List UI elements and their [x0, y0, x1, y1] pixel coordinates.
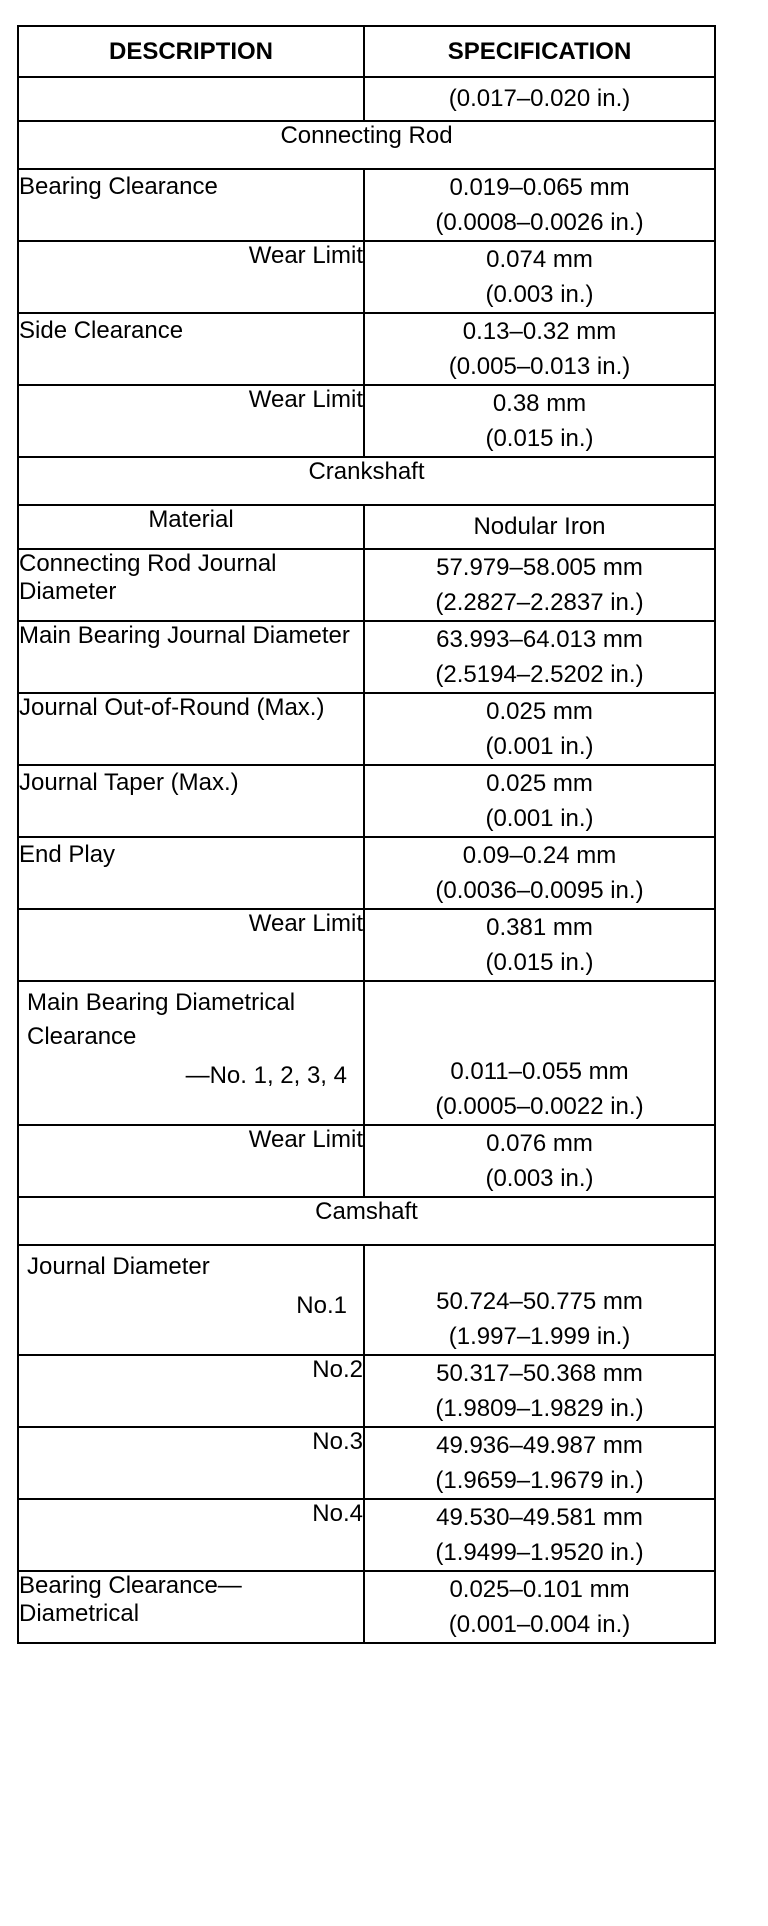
description-cell: No.4	[18, 1499, 364, 1571]
specification-value: 49.530–49.581 mm	[436, 1504, 643, 1531]
table-row	[18, 1499, 715, 1571]
specification-value: 0.09–0.24 mm	[462, 842, 617, 869]
specification-value: (0.003 in.)	[485, 281, 594, 308]
description-cell: Material	[18, 505, 364, 549]
specification-cell	[364, 693, 715, 765]
specification-cell	[364, 909, 715, 981]
specification-value: (0.015 in.)	[485, 949, 594, 976]
table-row	[18, 909, 715, 981]
specification-value: 57.979–58.005 mm	[436, 554, 643, 581]
table-row	[18, 1355, 715, 1427]
specification-value: 0.019–0.065 mm	[449, 174, 630, 201]
specification-value: (0.017–0.020 in.)	[448, 85, 631, 112]
specification-value: 0.074 mm	[486, 246, 593, 273]
specification-value: 63.993–64.013 mm	[436, 626, 643, 653]
description-cell: Wear Limit	[18, 241, 364, 313]
spacer	[365, 1246, 714, 1284]
description-cell: Journal Out-of-Round (Max.)	[18, 693, 364, 765]
table-row	[18, 621, 715, 693]
description-column-header: DESCRIPTION	[18, 26, 364, 77]
description-lines	[19, 1246, 363, 1284]
specification-value: (0.0008–0.0026 in.)	[435, 209, 644, 236]
description-cell	[18, 981, 364, 1125]
description-text: Main Bearing Diametrical	[27, 989, 296, 1016]
description-text: Journal Diameter	[27, 1253, 210, 1280]
specification-value: 0.025–0.101 mm	[449, 1576, 630, 1603]
table-row	[18, 385, 715, 457]
specification-value: (0.001–0.004 in.)	[448, 1611, 631, 1638]
description-cell: No.2	[18, 1355, 364, 1427]
specification-cell	[364, 1499, 715, 1571]
table-row	[18, 693, 715, 765]
specification-value: 50.724–50.775 mm	[436, 1288, 643, 1315]
table-row	[18, 1245, 715, 1355]
description-cell	[18, 77, 364, 121]
table-row	[18, 981, 715, 1125]
description-cell: Journal Taper (Max.)	[18, 765, 364, 837]
specification-cell	[364, 765, 715, 837]
specification-value: (2.5194–2.5202 in.)	[435, 661, 644, 688]
specification-value: (2.2827–2.2837 in.)	[435, 589, 644, 616]
header-row	[18, 26, 715, 77]
specification-cell	[364, 505, 715, 549]
table-row	[18, 77, 715, 121]
section-row	[18, 1197, 715, 1245]
table-row	[18, 1125, 715, 1197]
section-row	[18, 457, 715, 505]
table-row	[18, 505, 715, 549]
description-cell: No.3	[18, 1427, 364, 1499]
specification-value: (0.0005–0.0022 in.)	[435, 1093, 644, 1120]
specification-value: 0.025 mm	[486, 698, 593, 725]
section-heading: Connecting Rod	[18, 121, 715, 169]
specification-value: (1.9809–1.9829 in.)	[435, 1395, 644, 1422]
specification-cell	[364, 981, 715, 1125]
spacer	[365, 982, 714, 1054]
specification-value: 0.011–0.055 mm	[450, 1058, 629, 1085]
description-subitem: No.1	[296, 1292, 347, 1319]
specification-value: 0.025 mm	[486, 770, 593, 797]
specification-value: 0.13–0.32 mm	[462, 318, 617, 345]
specification-cell	[364, 313, 715, 385]
specification-value: (0.0036–0.0095 in.)	[435, 877, 644, 904]
specification-cell	[364, 549, 715, 621]
table-row	[18, 837, 715, 909]
description-cell: Wear Limit	[18, 385, 364, 457]
description-cell: Side Clearance	[18, 313, 364, 385]
specification-value: 0.381 mm	[486, 914, 593, 941]
description-cell: Wear Limit	[18, 1125, 364, 1197]
specification-value: (1.9659–1.9679 in.)	[435, 1467, 644, 1494]
specification-value: 0.076 mm	[486, 1130, 593, 1157]
specification-cell	[364, 241, 715, 313]
section-row	[18, 121, 715, 169]
section-heading: Crankshaft	[18, 457, 715, 505]
specification-cell	[364, 1125, 715, 1197]
specification-value: (0.005–0.013 in.)	[448, 353, 631, 380]
description-cell: Wear Limit	[18, 909, 364, 981]
description-subitem: —No. 1, 2, 3, 4	[185, 1062, 347, 1089]
description-cell: Bearing Clearance— Diametrical	[18, 1571, 364, 1643]
specification-cell	[364, 621, 715, 693]
specification-value: Nodular Iron	[473, 513, 606, 540]
description-cell: End Play	[18, 837, 364, 909]
specification-value: (0.003 in.)	[485, 1165, 594, 1192]
description-text: Clearance	[27, 1023, 137, 1050]
specification-cell	[364, 1427, 715, 1499]
specification-value: (0.001 in.)	[485, 733, 594, 760]
table-row	[18, 1571, 715, 1643]
section-heading: Camshaft	[18, 1197, 715, 1245]
table-row	[18, 549, 715, 621]
specification-value: 0.38 mm	[492, 390, 587, 417]
specification-value: 50.317–50.368 mm	[436, 1360, 643, 1387]
specification-cell	[364, 837, 715, 909]
table-body	[18, 77, 715, 1643]
specification-cell	[364, 77, 715, 121]
specification-value: (0.015 in.)	[485, 425, 594, 452]
table-row	[18, 1427, 715, 1499]
specification-value: (0.001 in.)	[485, 805, 594, 832]
specification-cell	[364, 385, 715, 457]
specification-cell	[364, 1571, 715, 1643]
description-cell: Main Bearing Journal Diameter	[18, 621, 364, 693]
specification-value: (1.9499–1.9520 in.)	[435, 1539, 644, 1566]
description-cell: Connecting Rod Journal Diameter	[18, 549, 364, 621]
table-row	[18, 241, 715, 313]
description-lines	[19, 982, 363, 1054]
specification-value: 49.936–49.987 mm	[436, 1432, 643, 1459]
specification-cell	[364, 1245, 715, 1355]
description-cell	[18, 1245, 364, 1355]
specification-column-header: SPECIFICATION	[364, 26, 715, 77]
table-row	[18, 313, 715, 385]
specifications-table	[17, 25, 716, 1644]
table-row	[18, 765, 715, 837]
description-cell: Bearing Clearance	[18, 169, 364, 241]
specification-value: (1.997–1.999 in.)	[448, 1323, 631, 1350]
specification-cell	[364, 169, 715, 241]
table-row	[18, 169, 715, 241]
specification-cell	[364, 1355, 715, 1427]
